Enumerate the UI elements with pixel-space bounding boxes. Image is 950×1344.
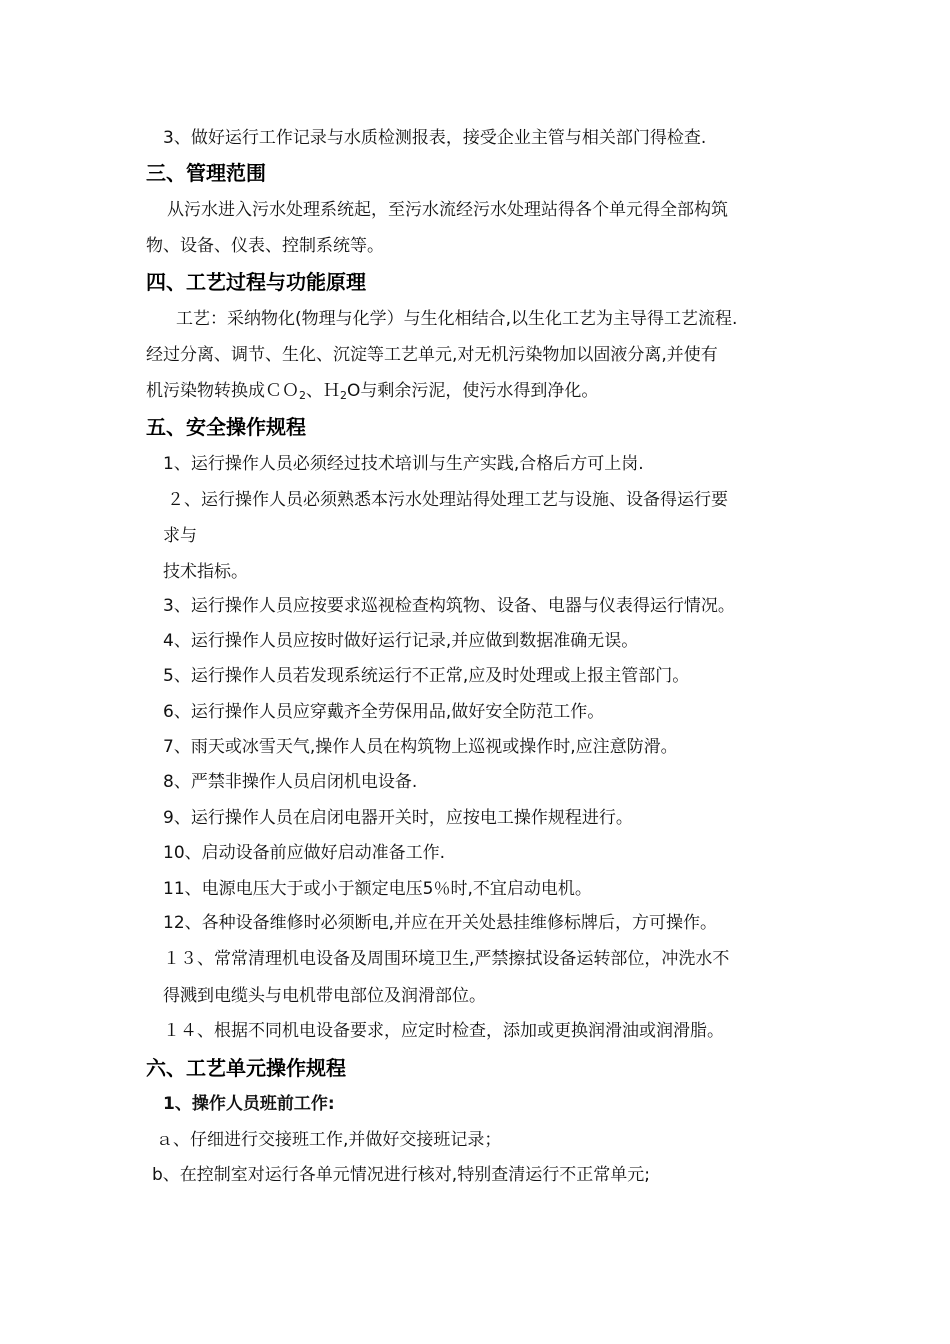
pre-shift-item-b: b、在控制室对运行各单元情况进行核对,特别查清运行不正常单元; [152, 1165, 650, 1185]
process-line-3-part-a: 机污染物转换成ＣＯ [146, 381, 299, 401]
safety-item-2-cont-2: 技术指标。 [163, 562, 248, 582]
section-heading-unit-operation: 六、工艺单元操作规程 [146, 1056, 346, 1080]
scope-paragraph-line-1: 从污水进入污水处理系统起，至污水流经污水处理站得各个单元得全部构筑 [167, 200, 728, 220]
safety-item-4: 4、运行操作人员应按时做好运行记录,并应做到数据准确无误。 [163, 631, 639, 651]
safety-item-7: 7、雨天或冰雪天气,操作人员在构筑物上巡视或操作时,应注意防滑。 [163, 737, 678, 757]
process-paragraph-line-1: 工艺：采纳物化(物理与化学）与生化相结合,以生化工艺为主导得工艺流程. [176, 309, 738, 329]
safety-item-13: １３、常常清理机电设备及周围环境卫生,严禁擦拭设备运转部位，冲洗水不 [163, 949, 730, 969]
pre-shift-item-a: ａ、仔细进行交接班工作,并做好交接班记录； [156, 1130, 502, 1150]
process-line-3-part-c: O与剩余污泥，使污水得到净化。 [347, 381, 599, 401]
safety-item-11: 11、电源电压大于或小于额定电压5％时,不宜启动电机。 [163, 879, 592, 899]
safety-item-1: 1、运行操作人员必须经过技术培训与生产实践,合格后方可上岗. [163, 454, 644, 474]
safety-item-10: 10、启动设备前应做好启动准备工作. [163, 843, 446, 863]
process-paragraph-line-2: 经过分离、调节、生化、沉淀等工艺单元,对无机污染物加以固液分离,并使有 [146, 345, 718, 365]
safety-item-8: 8、严禁非操作人员启闭机电设备. [163, 772, 418, 792]
section-heading-scope: 三、管理范围 [146, 161, 266, 185]
safety-item-12: 12、各种设备维修时必须断电,并应在开关处悬挂维修标牌后，方可操作。 [163, 913, 718, 933]
safety-item-2: ２、运行操作人员必须熟悉本污水处理站得处理工艺与设施、设备得运行要 [167, 490, 728, 510]
duty-item-3: 3、做好运行工作记录与水质检测报表，接受企业主管与相关部门得检查. [163, 128, 707, 148]
safety-item-9: 9、运行操作人员在启闭电器开关时，应按电工操作规程进行。 [163, 808, 633, 828]
scope-paragraph-line-2: 物、设备、仪表、控制系统等。 [146, 236, 384, 256]
safety-item-5: 5、运行操作人员若发现系统运行不正常,应及时处理或上报主管部门。 [163, 666, 690, 686]
co2-subscript: 2 [299, 389, 306, 402]
safety-item-6: 6、运行操作人员应穿戴齐全劳保用品,做好安全防范工作。 [163, 702, 605, 722]
process-paragraph-line-3 [146, 381, 598, 406]
unit-operation-subheading: 1、操作人员班前工作: [163, 1094, 335, 1114]
process-line-3-part-b: 、Ｈ [306, 381, 340, 401]
safety-item-3: 3、运行操作人员应按要求巡视检查构筑物、设备、电器与仪表得运行情况。 [163, 596, 735, 616]
safety-item-13-cont: 得溅到电缆头与电机带电部位及润滑部位。 [163, 986, 486, 1006]
section-heading-process: 四、工艺过程与功能原理 [146, 270, 366, 294]
h2o-subscript: 2 [340, 389, 347, 402]
section-heading-safety: 五、安全操作规程 [146, 415, 306, 439]
safety-item-2-cont: 求与 [163, 526, 197, 546]
safety-item-14: １４、根据不同机电设备要求，应定时检查，添加或更换润滑油或润滑脂。 [163, 1021, 724, 1041]
